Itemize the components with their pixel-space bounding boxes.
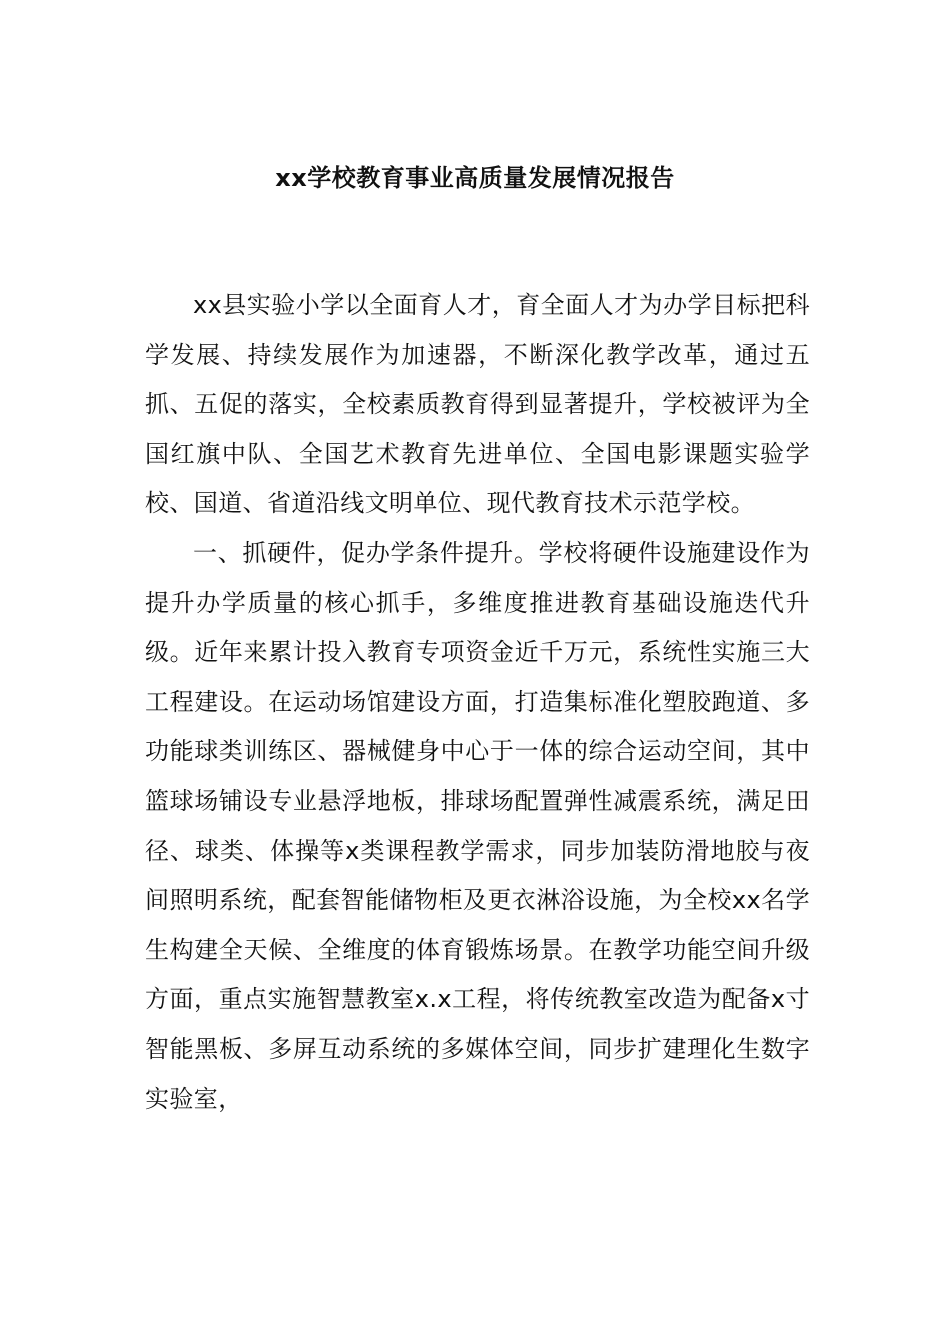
- paragraph-intro: xx县实验小学以全面育人才，育全面人才为办学目标把科学发展、持续发展作为加速器，不断深化教学改革，通过五抓、五促的落实，全校素质教育得到显著提升，学校被评为全国红旗中队、全国艺术教育先进单位、全国电影课题实验学校、国道、省道沿线文明单位、现代教育技术示范学校。: [145, 291, 810, 518]
- document-body: [145, 281, 810, 1124]
- paragraph-hardware: 一、抓硬件，促办学条件提升。学校将硬件设施建设作为提升办学质量的核心抓手，多维度推进教育基础设施迭代升级。近年来累计投入教育专项资金近千万元，系统性实施三大工程建设。在运动场馆建设方面，打造集标准化塑胶跑道、多功能球类训练区、器械健身中心于一体的综合运动空间，其中篮球场铺设专业悬浮地板，排球场配置弹性减震系统，满足田径、球类、体操等x类课程教学需求，同步加装防滑地胶与夜间照明系统，配套智能储物柜及更衣淋浴设施，为全校xx名学生构建全天候、全维度的体育锻炼场景。在教学功能空间升级方面，重点实施智慧教室x.x工程，将传统教室改造为配备x寸智能黑板、多屏互动系统的多媒体空间，同步扩建理化生数字实验室，: [145, 538, 810, 1113]
- document-title: xx学校教育事业高质量发展情况报告: [275, 164, 675, 192]
